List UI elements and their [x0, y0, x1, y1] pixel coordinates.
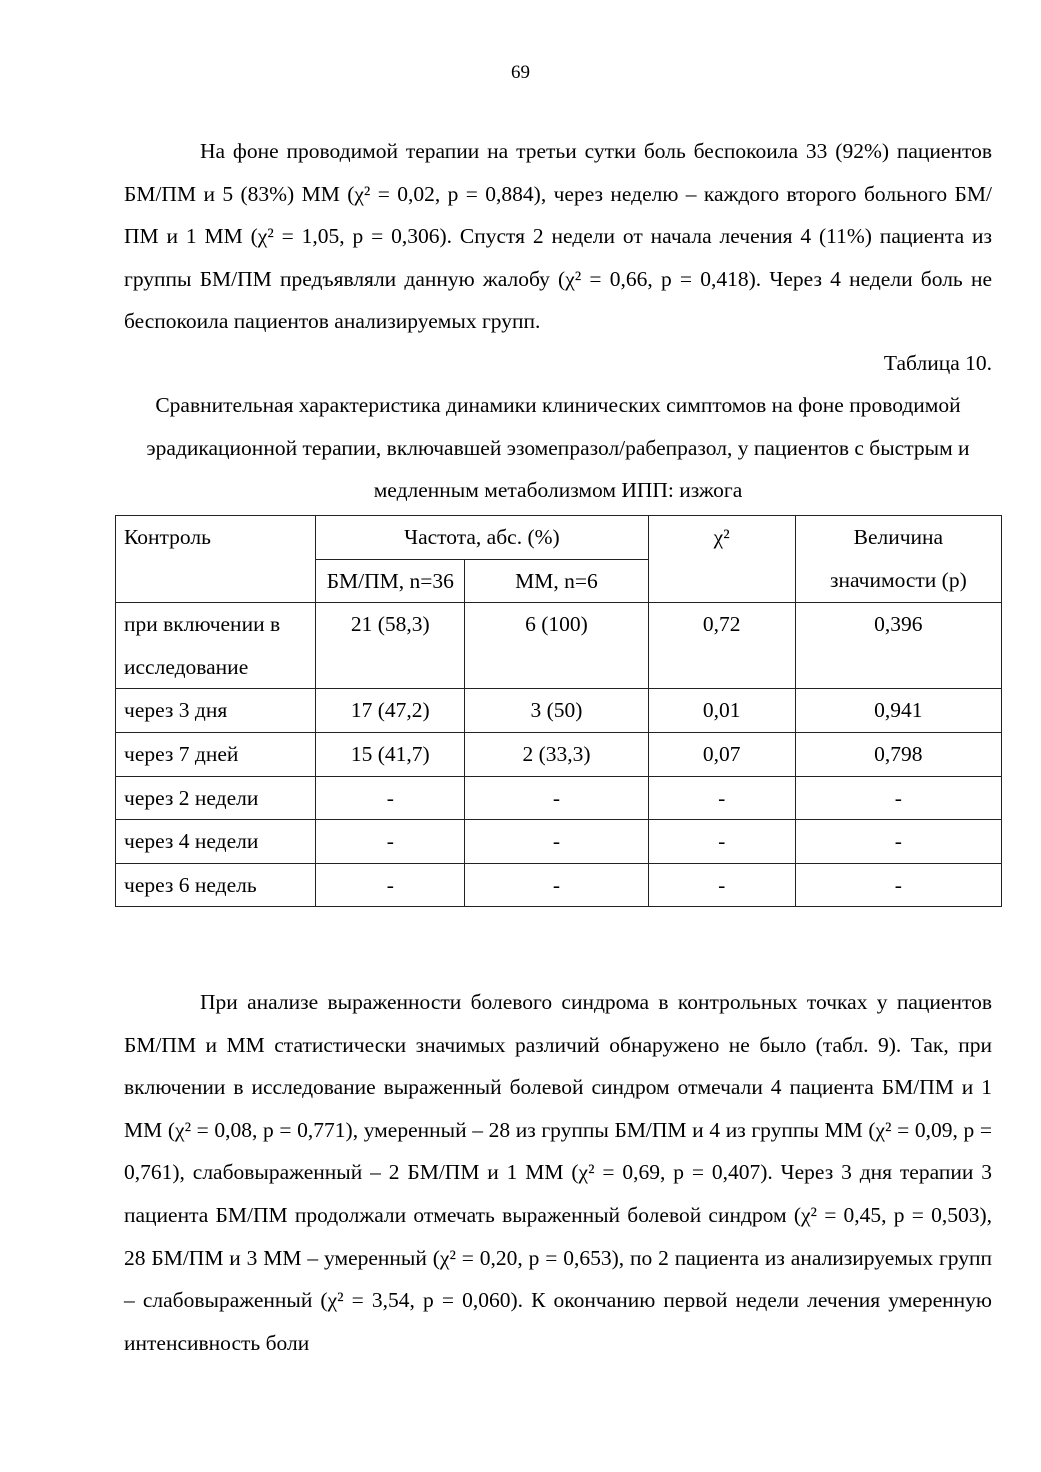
table-label: Таблица 10. [883, 351, 992, 375]
cell-chi2: 0,01 [648, 689, 795, 733]
row-label: через 4 недели [116, 820, 316, 864]
paragraph-heartburn-pain: На фоне проводимой терапии на третьи сутки боль беспокоила 33 (92%) пациентов БМ/ПМ и 5 (83%) ММ (χ² = 0,02, p = 0,884), через неделю – каждого второго больного БМ/ПМ и 1 ММ (χ² = 1,05, p = 0,306). Спустя 2 недели от начала лечения 4 (11%) пациента из группы БМ/ПМ предъявляли данную жалобу (χ² = 0,66, p = 0,418). Через 4 недели боль не беспокоила пациентов анализируемых групп. [124, 139, 992, 334]
cell-bm-pm: 21 (58,3) [316, 603, 465, 689]
table-caption: Сравнительная характеристика динамики клинических симптомов на фоне проводимой эрадикационной терапии, включавшей эзомепразол/рабепразол, у пациентов с быстрым и медленным метаболизмом ИПП: изжога [146, 393, 970, 502]
cell-bm-pm: - [316, 776, 465, 820]
cell-chi2: - [648, 820, 795, 864]
row-label: через 3 дня [116, 689, 316, 733]
cell-mm: 2 (33,3) [465, 732, 648, 776]
cell-bm-pm: - [316, 820, 465, 864]
cell-p: - [795, 776, 1001, 820]
header-group-mm: ММ, n=6 [465, 559, 648, 603]
cell-bm-pm: 15 (41,7) [316, 732, 465, 776]
cell-p: - [795, 820, 1001, 864]
cell-mm: 6 (100) [465, 603, 648, 689]
results-table [115, 515, 1002, 907]
cell-p: 0,396 [795, 603, 1001, 689]
cell-chi2: 0,72 [648, 603, 795, 689]
row-label: через 7 дней [116, 732, 316, 776]
cell-mm: - [465, 863, 648, 907]
table-row [116, 863, 1002, 907]
cell-mm: - [465, 776, 648, 820]
header-group-bm-pm: БМ/ПМ, n=36 [316, 559, 465, 603]
cell-p: 0,941 [795, 689, 1001, 733]
header-frequency: Частота, абс. (%) [316, 516, 648, 560]
cell-p: - [795, 863, 1001, 907]
table-row [116, 776, 1002, 820]
cell-chi2: - [648, 776, 795, 820]
cell-p: 0,798 [795, 732, 1001, 776]
cell-chi2: - [648, 863, 795, 907]
header-chi2: χ² [648, 516, 795, 603]
page-number: 69 [511, 62, 530, 83]
table-row [116, 689, 1002, 733]
row-label: через 2 недели [116, 776, 316, 820]
cell-mm: - [465, 820, 648, 864]
cell-mm: 3 (50) [465, 689, 648, 733]
cell-chi2: 0,07 [648, 732, 795, 776]
row-label: при включении в исследование [116, 603, 316, 689]
header-significance: Величина значимости (p) [795, 516, 1001, 603]
cell-bm-pm: 17 (47,2) [316, 689, 465, 733]
cell-bm-pm: - [316, 863, 465, 907]
table-header-row [116, 516, 1002, 560]
paragraph-pain-syndrome: При анализе выраженности болевого синдрома в контрольных точках у пациентов БМ/ПМ и ММ статистически значимых различий обнаружено не было (табл. 9). Так, при включении в исследование выраженный болевой синдром отмечали 4 пациента БМ/ПМ и 1 ММ (χ² = 0,08, p = 0,771), умеренный – 28 из группы БМ/ПМ и 4 из группы ММ (χ² = 0,09, p = 0,761), слабовыраженный – 2 БМ/ПМ и 1 ММ (χ² = 0,69, p = 0,407). Через 3 дня терапии 3 пациента БМ/ПМ продолжали отмечать выраженный болевой синдром (χ² = 0,45, p = 0,503), 28 БМ/ПМ и 3 ММ – умеренный (χ² = 0,20, p = 0,653), по 2 пациента из анализируемых групп – слабовыраженный (χ² = 3,54, p = 0,060). К окончанию первой недели лечения умеренную интенсивность боли [124, 990, 992, 1355]
row-label: через 6 недель [116, 863, 316, 907]
table-row [116, 732, 1002, 776]
header-control: Контроль [116, 516, 316, 603]
table-row [116, 820, 1002, 864]
table-row [116, 603, 1002, 689]
